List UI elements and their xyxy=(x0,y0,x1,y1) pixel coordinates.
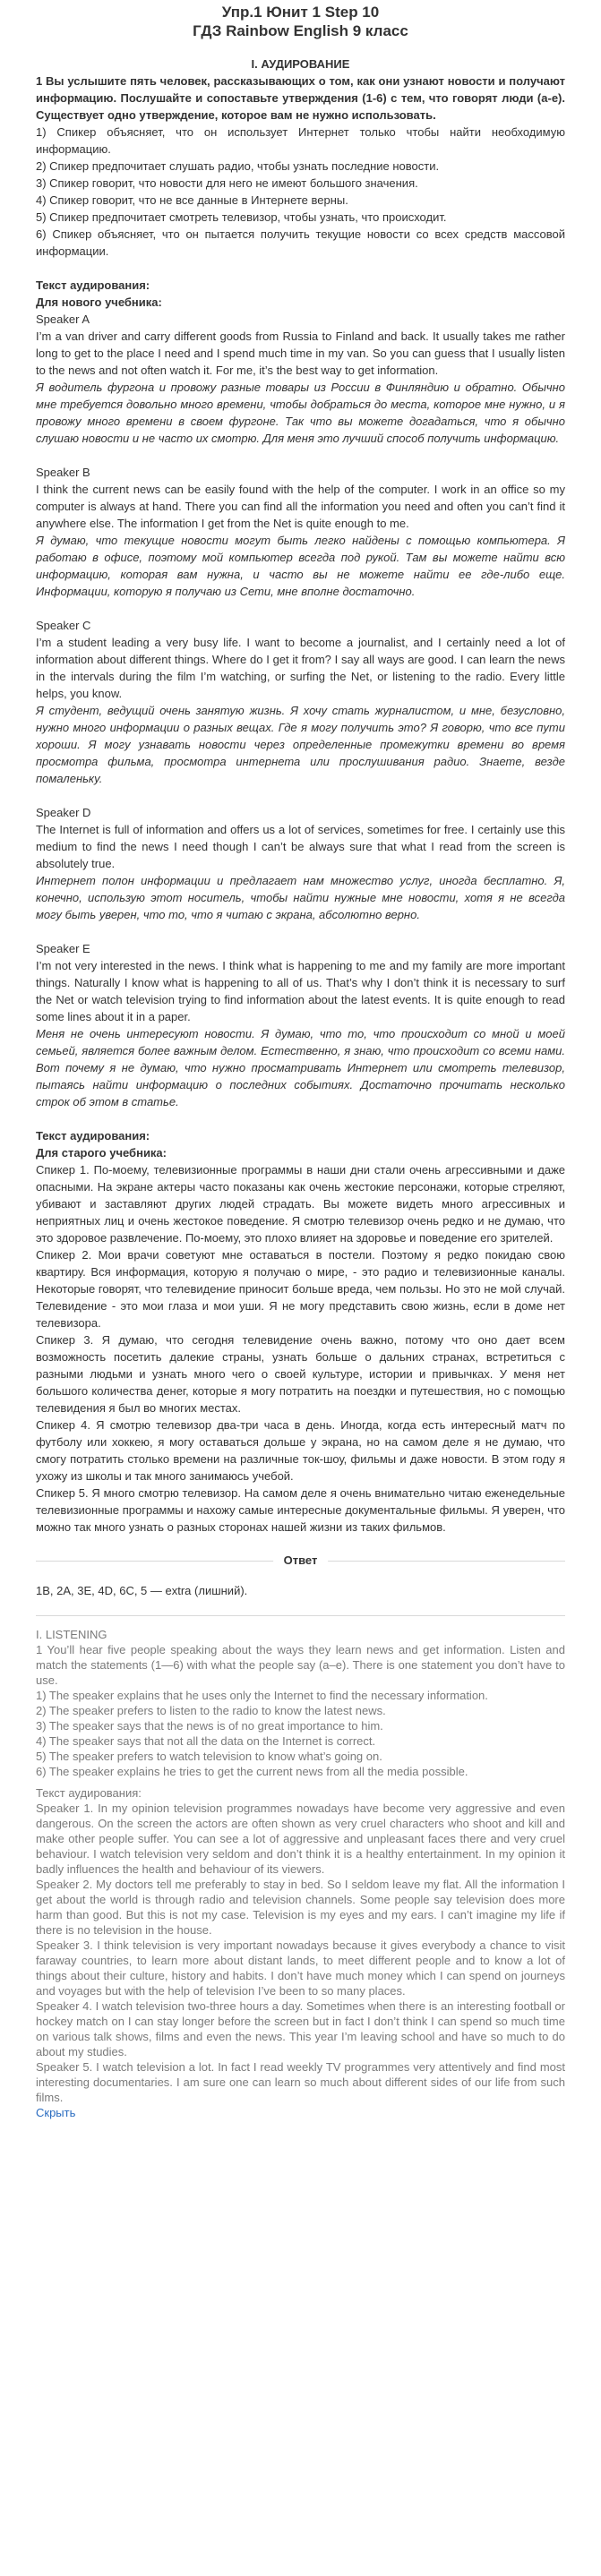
speaker-block xyxy=(36,804,565,923)
speaker-block xyxy=(36,940,565,1110)
speaker-block xyxy=(36,464,565,600)
listening-statement: 4) The speaker says that not all the data on the Internet is correct. xyxy=(36,1734,376,1748)
statement-ru: 2) Спикер предпочитает слушать радио, чтобы узнать последние новости. xyxy=(36,159,440,173)
listening-statement: 5) The speaker prefers to watch television to know what’s going on. xyxy=(36,1750,382,1763)
speaker-text-ru: Интернет полон информации и предлагает нам множество услуг, иногда бесплатно. Я, конечно, использую этот носитель, чтобы найти нужные мне новости, хотя я не всегда могу быть уверен, что то, что я читаю с экрана, абсолютно верно. xyxy=(36,874,565,921)
old-speaker-text: Спикер 5. Я много смотрю телевизор. На самом деле я очень внимательно читаю еженедельные телевизионные программы и нахожу самые интересные документальные фильмы. Я уверен, что можно так много узнать о разных сторонах нашей жизни из таких фильмов. xyxy=(36,1486,565,1534)
listening-speaker: Speaker 4. I watch television two-three hours a day. Sometimes when there is an interesting football or hockey match on I can stay longer before the screen but in fact I don’t think I can spend so much time on various talk shows, films and even the news. This year I’m leaving school and have so much to do about my studies. xyxy=(36,1999,565,2058)
statement-ru: 4) Спикер говорит, что не все данные в Интернете верны. xyxy=(36,193,348,207)
statement-ru: 5) Спикер предпочитает смотреть телевизор, чтобы узнать, что происходит. xyxy=(36,210,447,224)
statement-ru: 1) Спикер объясняет, что он использует Интернет только чтобы найти необходимую информацию. xyxy=(36,125,565,156)
listening-statement: 6) The speaker explains he tries to get the current news from all the media possible. xyxy=(36,1765,468,1778)
listening-statement: 2) The speaker prefers to listen to the radio to know the latest news. xyxy=(36,1704,386,1717)
listening-statement: 1) The speaker explains that he uses only the Internet to find the necessary information. xyxy=(36,1689,488,1702)
statement-ru: 6) Спикер объясняет, что он пытается получить текущие новости со всех средств массовой информации. xyxy=(36,227,565,258)
speaker-name: Speaker E xyxy=(36,942,90,955)
old-speaker-text: Спикер 2. Мои врачи советуют мне оставаться в постели. Поэтому я редко покидаю свою квартиру. Вся информация, которую я получаю о мире, - это радио и телевизионные каналы. Некоторые говорят, что телевидение приносит больше вреда, чем пользы. Но это не мой случай. Телевидение - это мои глаза и мои уши. Я не могу представить свою жизнь, если в доме нет телевизора. xyxy=(36,1248,565,1330)
old-speaker-text: Спикер 4. Я смотрю телевизор два-три часа в день. Иногда, когда есть интересный матч по футболу или хоккею, я могу оставаться дольше у экрана, но на самом деле я не думаю, что смогу потратить столько времени на различные ток-шоу, фильмы и даже новости. В этом году я ухожу из школы и так много занимаюсь учебой. xyxy=(36,1418,565,1483)
listening-audio-heading: Текст аудирования: xyxy=(36,1786,142,1800)
speaker-text-en: The Internet is full of information and offers us a lot of services, sometimes for free. I certainly use this medium to find the news I need though I can’t be always sure that what I read from the screen is absolutely true. xyxy=(36,823,565,870)
answer-text: 1B, 2A, 3E, 4D, 6C, 5 — extra (лишний). xyxy=(36,1584,248,1597)
listening-en xyxy=(36,1627,565,2105)
listening-statement: 3) The speaker says that the news is of no great importance to him. xyxy=(36,1719,383,1733)
speaker-name: Speaker D xyxy=(36,806,91,819)
speaker-text-en: I’m not very interested in the news. I think what is happening to me and my family are more important things. Naturally I know what is happening to all of us. That’s why I don’t think it is necessary to surf the Net or watch television trying to find information about the latest events. It is quite enough to read some lines about it in a paper. xyxy=(36,959,565,1023)
speaker-text-en: I’m a van driver and carry different goods from Russia to Finland and back. It usually takes me rather long to get to the place I need and I spend much time in my van. So you can guess that I usually listen to the news and not often watch it. For me, it’s the best way to get information. xyxy=(36,329,565,377)
statement-ru: 3) Спикер говорит, что новости для него не имеют большого значения. xyxy=(36,176,418,190)
task-ru: 1 Вы услышите пять человек, рассказывающих о том, как они узнают новости и получают информацию. Послушайте и сопоставьте утверждения (1-6) с тем, что говорят люди (a-e). Существует одно утверждение, которое вам не нужно использовать. xyxy=(36,74,565,122)
listening-speaker: Speaker 2. My doctors tell me preferably to stay in bed. So I seldom leave my flat. All the information I get about the world is through radio and television channels. Some people say television does more harm than good. But this is not my case. Television is my eyes and my ears. I can’t imagine my life if there is no television in the house. xyxy=(36,1878,565,1937)
old-book-heading: Для старого учебника: xyxy=(36,1146,167,1160)
speaker-name: Speaker C xyxy=(36,619,91,632)
section-divider xyxy=(36,1615,565,1616)
audio-heading-old: Текст аудирования: xyxy=(36,1129,150,1143)
section-title: I. АУДИРОВАНИЕ xyxy=(251,57,350,71)
page-subtitle: ГДЗ Rainbow English 9 класс xyxy=(193,22,408,39)
speaker-text-en: I think the current news can be easily found with the help of the computer. I work in an office so my computer is always at hand. There you can find all the information you need and often you can’t find it anywhere else. The information I get from the Net is quite enough to me. xyxy=(36,483,565,530)
speaker-block xyxy=(36,617,565,787)
speaker-text-ru: Я думаю, что текущие новости могут быть легко найдены с помощью компьютера. Я работаю в офисе, поэтому мой компьютер всегда под рукой. Там вы можете найти всю информацию, которая вам нужна, и часто вы не можете найти ее где-либо еще. Информации, которую я получаю из Сети, мне вполне достаточно. xyxy=(36,534,565,598)
page-title: Упр.1 Юнит 1 Step 10 xyxy=(221,4,380,21)
new-book-heading: Для нового учебника: xyxy=(36,295,162,309)
content xyxy=(36,0,565,2120)
hide-link[interactable]: Скрыть xyxy=(36,2106,76,2119)
listening-title: I. LISTENING xyxy=(36,1628,107,1641)
speaker-name: Speaker B xyxy=(36,466,90,479)
speaker-text-en: I’m a student leading a very busy life. I want to become a journalist, and I certainly need a lot of information about different things. Where do I get it from? I say all ways are good. I can learn the news in the intervals during the film I’m watching, or surfing the Net, or listening to the radio. Every little helps, you know. xyxy=(36,636,565,700)
speaker-name: Speaker A xyxy=(36,312,90,326)
listening-speaker: Speaker 3. I think television is very important nowadays because it gives everybody a chance to visit faraway countries, to learn more about distant lands, to meet different people and to know a lot of things about their culture, history and habits. I don’t have much money which I can spend on journeys and voyages but with the help of television I’ve been to so many places. xyxy=(36,1938,565,1998)
speaker-text-ru: Я водитель фургона и провожу разные товары из России в Финляндию и обратно. Обычно мне требуется довольно много времени, чтобы добраться до места, которое мне нужно, и я провожу много времени в своем фургоне. Так что вы можете догадаться, что я обычно слушаю новости и не часто их смотрю. Для меня это лучший способ получить информацию. xyxy=(36,381,565,445)
audio-heading: Текст аудирования: xyxy=(36,278,150,292)
listening-speaker: Speaker 5. I watch television a lot. In fact I read weekly TV programmes very attentively and find most interesting documentaries. I am sure one can learn so much about different sides of our life from such films. xyxy=(36,2060,565,2104)
old-speakers xyxy=(36,1161,565,1536)
old-speaker-text: Спикер 1. По-моему, телевизионные программы в наши дни стали очень агрессивными и даже опасными. На экране актеры часто показаны как очень жестокие персонажи, которые стреляют, убивают и заставляют других людей страдать. Вы можете видеть много агрессивных и неприятных лиц и очень жестокое поведение. Я смотрю телевизор очень редко и не думаю, что это здоровое развлечение. По-моему, это плохо влияет на здоровье и поведение его зрителей. xyxy=(36,1163,565,1245)
speaker-text-ru: Меня не очень интересуют новости. Я думаю, что то, что происходит со мной и моей семьей, является более важным делом. Естественно, я знаю, что происходит со всеми нами. Вот почему я не думаю, что нужно просматривать Интернет или смотреть телевизор, пытаясь найти информацию о последних событиях. Достаточно прочитать несколько строк об этом в статье. xyxy=(36,1027,565,1108)
answer-title: Ответ xyxy=(273,1552,329,1569)
statements-ru xyxy=(36,124,565,260)
old-speaker-text: Спикер 3. Я думаю, что сегодня телевидение очень важно, потому что оно дает всем возможность посетить далекие страны, узнать больше о дальних странах, встретиться с разными людьми и узнать много чего о своей культуре, истории и привычках. У меня нет большого количества денег, которые я могу потратить на поездки и путешествия, но с помощью телевидения я был во многих местах. xyxy=(36,1333,565,1415)
speaker-block xyxy=(36,311,565,447)
listening-speaker: Speaker 1. In my opinion television programmes nowadays have become very aggressive and even dangerous. On the screen the actors are often shown as very cruel characters who shoot and kill and make other people suffer. You can see a lot of aggressive and unpleasant faces there and very cruel behaviour. I watch television very seldom and don’t think it is a healthy entertainment. In my opinion it badly influences the health and behaviour of its viewers. xyxy=(36,1801,565,1876)
speaker-text-ru: Я студент, ведущий очень занятую жизнь. Я хочу стать журналистом, и мне, безусловно, нужно много информации о разных вещах. Где я могу получить это? Я говорю, что все пути хороши. Я могу узнавать новости через определенные промежутки времени во время просмотра фильма, просмотра интернета или прослушивания радио. Знаете, везде помаленьку. xyxy=(36,704,565,785)
listening-task: 1 You’ll hear five people speaking about the ways they learn news and get information. Listen and match the statements (1—6) with what the people say (a–e). There is one statement you don’t have to use. xyxy=(36,1643,565,1687)
answer-header xyxy=(36,1552,565,1570)
